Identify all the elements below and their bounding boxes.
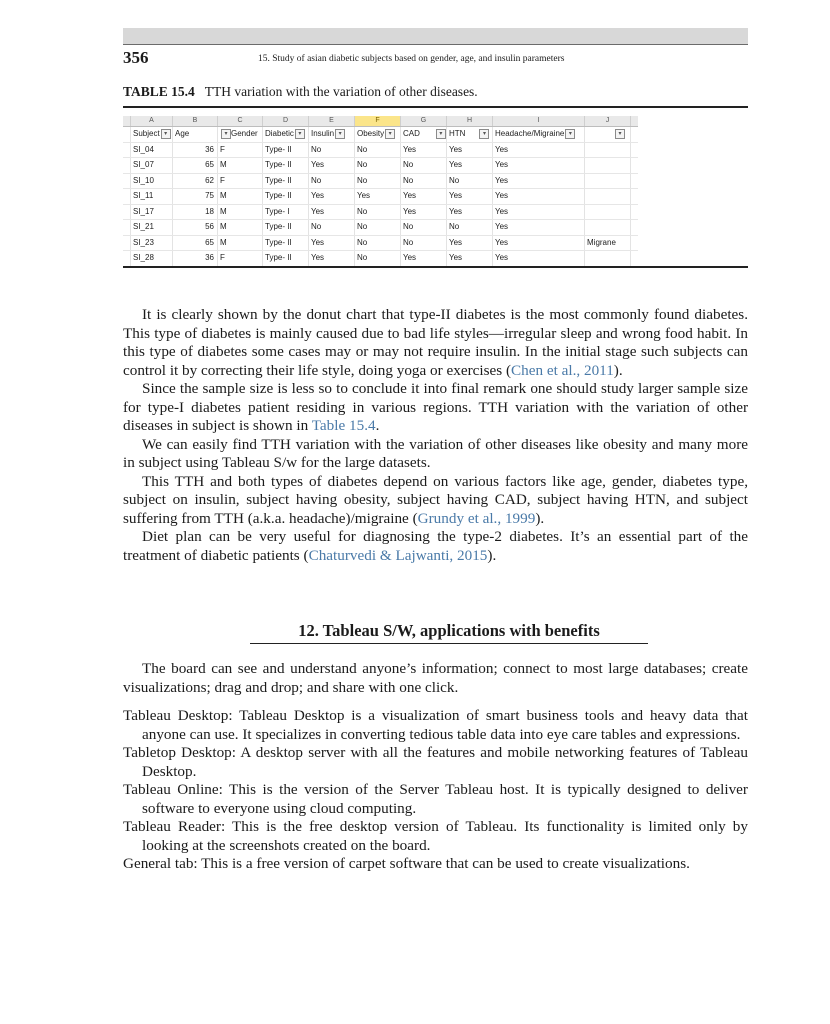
table-row <box>123 158 638 174</box>
header-label: Subject <box>133 129 160 138</box>
cell-obesity[interactable]: No <box>355 143 401 158</box>
column-letter[interactable]: B <box>173 116 218 126</box>
cell-obesity[interactable]: No <box>355 236 401 251</box>
filter-dropdown-icon[interactable]: ▾ <box>335 129 345 139</box>
cell-subject[interactable]: SI_10 <box>131 174 173 189</box>
list-item: Tabletop Desktop: A desktop server with all the features and mobile networking features of Tableau Desktop. <box>123 744 748 780</box>
cell-cad[interactable]: No <box>401 236 447 251</box>
cell-age[interactable]: 18 <box>173 205 218 220</box>
cell-gender[interactable]: F <box>218 174 263 189</box>
cell-insulin[interactable]: No <box>309 220 355 235</box>
cell-obesity[interactable]: No <box>355 220 401 235</box>
cell-headache[interactable]: Yes <box>493 205 585 220</box>
section-heading: 12. Tableau S/W, applications with benefits <box>298 621 600 640</box>
cell-htn[interactable]: Yes <box>447 205 493 220</box>
column-letter[interactable]: I <box>493 116 585 126</box>
cell-extra[interactable] <box>585 189 631 204</box>
table-top-rule <box>123 106 748 108</box>
cell-cad[interactable]: No <box>401 174 447 189</box>
cell-htn[interactable]: Yes <box>447 158 493 173</box>
cell-insulin[interactable]: Yes <box>309 251 355 266</box>
citation-link[interactable]: Grundy et al., 1999 <box>417 509 536 527</box>
header-label: Obesity <box>357 129 385 138</box>
row-number-cell[interactable] <box>123 236 131 251</box>
header-label: Headache/Migraine <box>495 129 565 138</box>
table-row <box>123 174 638 190</box>
row-number-cell[interactable] <box>123 143 131 158</box>
header-cell-headache[interactable] <box>493 127 585 142</box>
filter-dropdown-icon[interactable]: ▾ <box>161 129 171 139</box>
cell-subject[interactable]: SI_11 <box>131 189 173 204</box>
citation-link[interactable]: Chen et al., 2011 <box>511 361 614 379</box>
spreadsheet-table <box>123 116 638 267</box>
table-header-row <box>123 127 638 143</box>
cell-cad[interactable]: No <box>401 220 447 235</box>
column-letter-selected[interactable]: F <box>355 116 401 126</box>
cell-insulin[interactable]: Yes <box>309 189 355 204</box>
paragraph-text: Diet plan can be very useful for diagnosing the type-2 diabetes. It’s an essential part of the treatment of diabetic patients ( <box>123 528 748 564</box>
cell-gender[interactable]: F <box>218 143 263 158</box>
cell-extra[interactable] <box>585 251 631 266</box>
header-cell-age[interactable] <box>173 127 218 142</box>
cell-age[interactable]: 36 <box>173 251 218 266</box>
table-bottom-rule <box>123 266 748 268</box>
cell-subject[interactable]: SI_28 <box>131 251 173 266</box>
cell-extra[interactable] <box>585 158 631 173</box>
cell-extra[interactable]: Migrane <box>585 236 631 251</box>
citation-link[interactable]: Chaturvedi & Lajwanti, 2015 <box>308 546 488 564</box>
column-letter[interactable]: C <box>218 116 263 126</box>
column-letter[interactable]: A <box>131 116 173 126</box>
cell-insulin[interactable]: Yes <box>309 205 355 220</box>
cell-diabetic[interactable]: Type- II <box>263 158 309 173</box>
header-label: Age <box>175 129 190 138</box>
cell-headache[interactable]: Yes <box>493 143 585 158</box>
table-caption <box>123 84 478 100</box>
column-letter[interactable]: D <box>263 116 309 126</box>
cell-insulin[interactable]: Yes <box>309 236 355 251</box>
cell-obesity[interactable]: No <box>355 251 401 266</box>
table-row <box>123 220 638 236</box>
cell-insulin[interactable]: No <box>309 143 355 158</box>
table-row <box>123 236 638 252</box>
header-cell-gender[interactable] <box>218 127 263 142</box>
cell-htn[interactable]: No <box>447 220 493 235</box>
column-letter[interactable]: H <box>447 116 493 126</box>
list-item: General tab: This is a free version of carpet software that can be used to create visualizations. <box>123 855 690 872</box>
cell-headache[interactable]: Yes <box>493 251 585 266</box>
list-item: Tableau Reader: This is the free desktop version of Tableau. Its functionality is limited only by looking at the screenshots created on the board. <box>123 818 748 854</box>
cell-gender[interactable]: M <box>218 236 263 251</box>
section-heading-rule <box>250 643 648 644</box>
paragraph <box>123 473 748 529</box>
cell-subject[interactable]: SI_23 <box>131 236 173 251</box>
filter-dropdown-icon[interactable]: ▾ <box>436 129 446 139</box>
cell-diabetic[interactable]: Type- II <box>263 189 309 204</box>
cell-htn[interactable]: Yes <box>447 236 493 251</box>
cell-htn[interactable]: No <box>447 174 493 189</box>
cell-cad[interactable]: Yes <box>401 143 447 158</box>
header-label: Insulin <box>311 129 335 138</box>
cell-htn[interactable]: Yes <box>447 251 493 266</box>
cell-subject[interactable]: SI_07 <box>131 158 173 173</box>
column-letter-row <box>123 116 638 127</box>
header-cell-insulin[interactable] <box>309 127 355 142</box>
running-head: 15. Study of asian diabetic subjects based on gender, age, and insulin parameters <box>258 54 565 64</box>
paragraph-text: This TTH and both types of diabetes depend on various factors like age, gender, diabetes type, subject on insulin, subject having obesity, subject having CAD, subject having HTN, and subject suffering from TTH (a.k.a. headache)/migraine ( <box>123 472 748 527</box>
cell-gender[interactable]: M <box>218 158 263 173</box>
paragraph <box>123 306 748 380</box>
row-number-cell[interactable] <box>123 205 131 220</box>
cell-headache[interactable]: Yes <box>493 236 585 251</box>
filter-dropdown-icon[interactable]: ▾ <box>295 129 305 139</box>
header-label: HTN <box>449 129 466 138</box>
cell-age[interactable]: 65 <box>173 158 218 173</box>
table-row <box>123 143 638 159</box>
table-label: TABLE 15.4 <box>123 84 195 99</box>
paragraph <box>123 380 748 436</box>
filter-dropdown-icon[interactable]: ▾ <box>479 129 489 139</box>
header-cell-obesity[interactable] <box>355 127 401 142</box>
paragraph <box>123 528 748 565</box>
row-number-cell[interactable] <box>123 158 131 173</box>
filter-dropdown-icon[interactable]: ▾ <box>615 129 625 139</box>
cell-diabetic[interactable]: Type- II <box>263 143 309 158</box>
filter-dropdown-icon[interactable]: ▾ <box>221 129 231 139</box>
page-number: 356 <box>123 48 149 67</box>
table-row <box>123 251 638 267</box>
column-letter[interactable]: J <box>585 116 631 126</box>
cell-obesity[interactable]: No <box>355 158 401 173</box>
row-number-cell[interactable] <box>123 189 131 204</box>
list-item: Tableau Online: This is the version of the Server Tableau host. It is typically designed to deliver software to everyone using cloud computing. <box>123 781 748 817</box>
header-label: CAD <box>403 129 420 138</box>
cell-obesity[interactable]: No <box>355 174 401 189</box>
cell-cad[interactable]: Yes <box>401 205 447 220</box>
cell-extra[interactable] <box>585 174 631 189</box>
header-bar <box>123 28 748 44</box>
header-cell-cad[interactable] <box>401 127 447 142</box>
cell-htn[interactable]: Yes <box>447 189 493 204</box>
table-row <box>123 205 638 221</box>
cell-subject[interactable]: SI_04 <box>131 143 173 158</box>
cell-gender[interactable]: M <box>218 220 263 235</box>
cell-extra[interactable] <box>585 205 631 220</box>
table-body <box>123 143 638 267</box>
cell-subject[interactable]: SI_21 <box>131 220 173 235</box>
header-cell-subject[interactable] <box>131 127 173 142</box>
cell-headache[interactable]: Yes <box>493 220 585 235</box>
header-rule <box>123 44 748 45</box>
cell-age[interactable]: 65 <box>173 236 218 251</box>
cell-diabetic[interactable]: Type- I <box>263 205 309 220</box>
section-intro: The board can see and understand anyone’s information; connect to most large databases; create visualizations; drag and drop; and share with one click. <box>123 660 748 696</box>
cell-diabetic[interactable]: Type- II <box>263 220 309 235</box>
body-text <box>123 306 748 565</box>
table-reference-link[interactable]: Table 15.4 <box>311 417 376 434</box>
paragraph-text: . <box>375 417 380 434</box>
cell-extra[interactable] <box>585 220 631 235</box>
row-number-cell[interactable] <box>123 220 131 235</box>
corner-cell[interactable] <box>123 116 131 126</box>
paragraph-text: ). <box>487 546 497 564</box>
paragraph-text: ). <box>613 361 623 379</box>
header-cell-diabetic[interactable] <box>263 127 309 142</box>
header-cell-htn[interactable] <box>447 127 493 142</box>
section-body <box>123 660 748 874</box>
cell-age[interactable]: 75 <box>173 189 218 204</box>
column-letter[interactable]: E <box>309 116 355 126</box>
cell-diabetic[interactable]: Type- II <box>263 236 309 251</box>
cell-insulin[interactable]: No <box>309 174 355 189</box>
cell-gender[interactable]: M <box>218 205 263 220</box>
row-number-cell <box>123 127 131 142</box>
cell-cad[interactable]: Yes <box>401 189 447 204</box>
header-label: Gender <box>231 129 258 138</box>
cell-cad[interactable]: No <box>401 158 447 173</box>
row-number-cell[interactable] <box>123 174 131 189</box>
cell-obesity[interactable]: No <box>355 205 401 220</box>
row-number-cell[interactable] <box>123 251 131 266</box>
table-caption-text: TTH variation with the variation of other diseases. <box>204 84 478 99</box>
cell-age[interactable]: 62 <box>173 174 218 189</box>
cell-cad[interactable]: Yes <box>401 251 447 266</box>
cell-headache[interactable]: Yes <box>493 189 585 204</box>
header-cell-extra[interactable] <box>585 127 631 142</box>
cell-obesity[interactable]: Yes <box>355 189 401 204</box>
cell-gender[interactable]: M <box>218 189 263 204</box>
cell-htn[interactable]: Yes <box>447 143 493 158</box>
table-row <box>123 189 638 205</box>
cell-gender[interactable]: F <box>218 251 263 266</box>
cell-insulin[interactable]: Yes <box>309 158 355 173</box>
cell-extra[interactable] <box>585 143 631 158</box>
cell-headache[interactable]: Yes <box>493 158 585 173</box>
header-label: Diabetic <box>265 129 294 138</box>
paragraph: We can easily find TTH variation with the variation of other diseases like obesity and many more in subject using Tableau S/w for the large datasets. <box>123 435 748 471</box>
cell-headache[interactable]: Yes <box>493 174 585 189</box>
cell-age[interactable]: 36 <box>173 143 218 158</box>
cell-age[interactable]: 56 <box>173 220 218 235</box>
cell-subject[interactable]: SI_17 <box>131 205 173 220</box>
list-item: Tableau Desktop: Tableau Desktop is a visualization of smart business tools and heavy data that anyone can use. It specializes in converting tedious table data into eye care tables and expressions. <box>123 707 748 743</box>
cell-diabetic[interactable]: Type- II <box>263 174 309 189</box>
paragraph-text: It is clearly shown by the donut chart that type-II diabetes is the most commonly found diabetes. This type of diabetes is mainly caused due to bad life styles—irregular sleep and wrong food habit. In this type of diabetes some cases may or may not require insulin. In the initial stage such subjects can control it by correcting their life style, doing yoga or exercises ( <box>123 306 748 379</box>
filter-active-icon[interactable]: ▾ <box>565 129 575 139</box>
paragraph-text: ). <box>535 509 545 527</box>
cell-diabetic[interactable]: Type- II <box>263 251 309 266</box>
column-letter[interactable]: G <box>401 116 447 126</box>
filter-dropdown-icon[interactable]: ▾ <box>385 129 395 139</box>
paragraph-text: Since the sample size is less so to conclude it into final remark one should study larger sample size for type-I diabetes patient residing in various regions. TTH variation with the variation of other diseases in subject is shown in <box>123 380 748 434</box>
